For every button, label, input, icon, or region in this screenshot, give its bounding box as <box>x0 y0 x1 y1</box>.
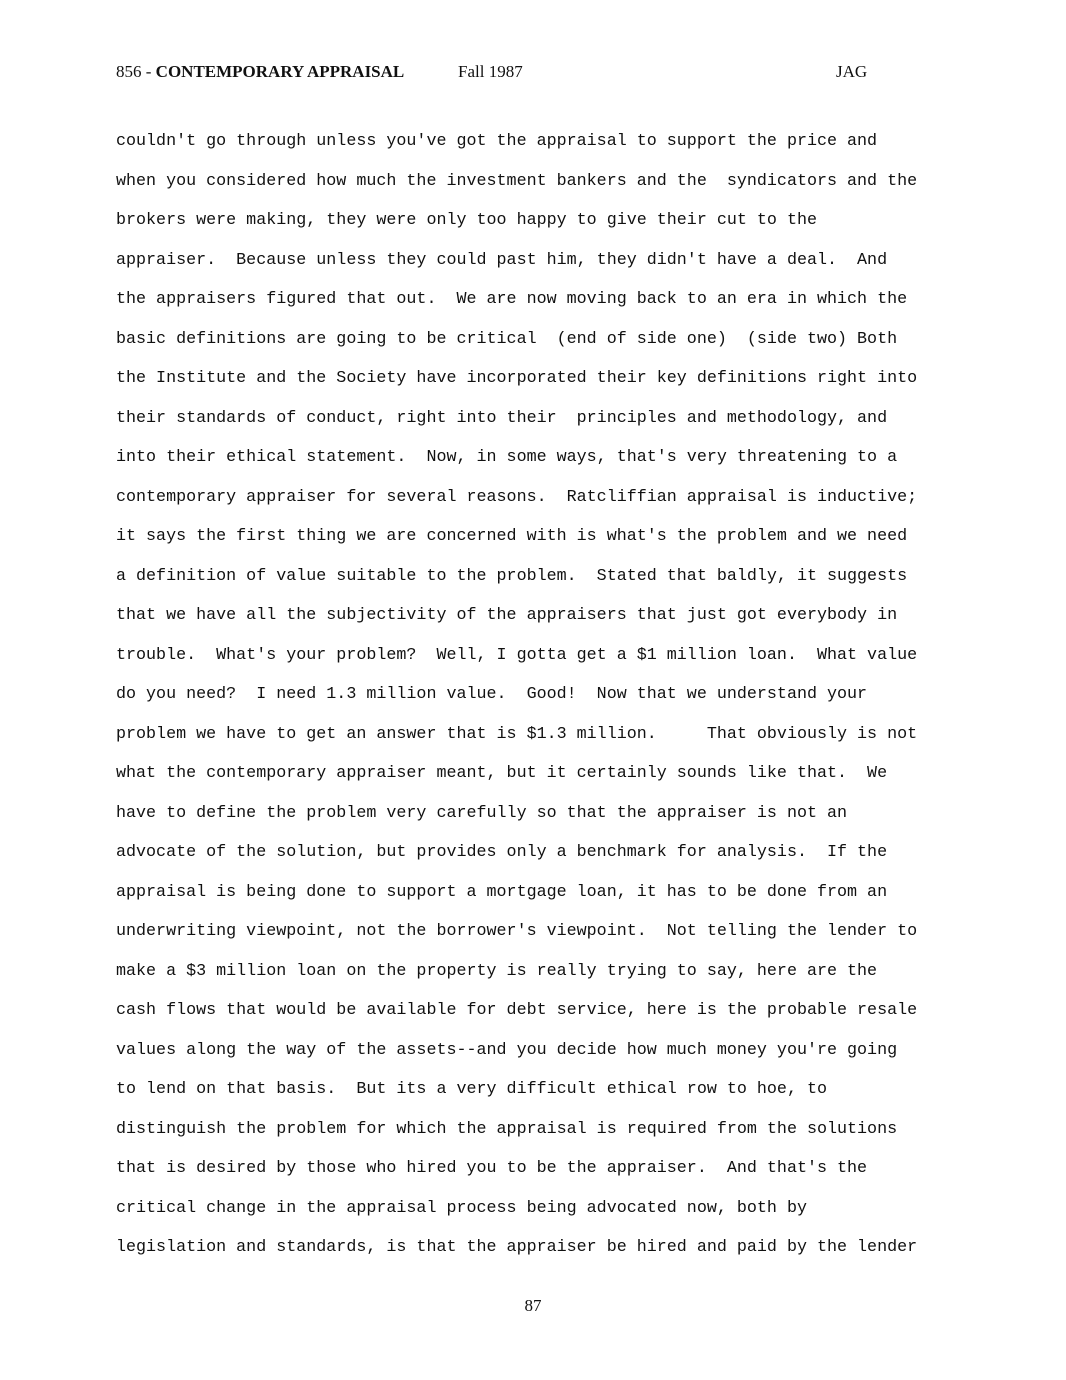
text-line: have to define the problem very carefully so that the appraiser is not an <box>116 803 848 823</box>
transcript-body <box>116 122 1016 1268</box>
term-label: Fall 1987 <box>458 62 523 81</box>
text-line: trouble. What's your problem? Well, I gotta get a $1 million loan. What value <box>116 645 918 665</box>
text-line: it says the first thing we are concerned with is what's the problem and we need <box>116 527 908 546</box>
author-initials: JAG <box>836 62 868 81</box>
text-line: problem we have to get an answer that is $1.3 million. That obviously is not <box>116 724 918 744</box>
text-line: that we have all the subjectivity of the appraisers that just got everybody in <box>116 606 898 625</box>
text-line: values along the way of the assets--and you decide how much money you're going <box>116 1040 898 1060</box>
text-line: do you need? I need 1.3 million value. Good! Now that we understand your <box>116 685 868 704</box>
text-line: make a $3 million loan on the property is really trying to say, here are the <box>116 961 878 981</box>
text-line: appraisal is being done to support a mortgage loan, it has to be done from an <box>116 882 888 902</box>
text-line: appraiser. Because unless they could past him, they didn't have a deal. And <box>116 250 888 270</box>
text-line: into their ethical statement. Now, in some ways, that's very threatening to a <box>116 448 898 467</box>
text-line: that is desired by those who hired you to be the appraiser. And that's the <box>116 1159 868 1178</box>
text-line: when you considered how much the investment bankers and the syndicators and the <box>116 171 918 191</box>
course-title: CONTEMPORARY APPRAISAL <box>155 62 405 81</box>
page-number: 87 <box>524 1296 542 1315</box>
text-line: brokers were making, they were only too happy to give their cut to the <box>116 211 817 230</box>
text-line: to lend on that basis. But its a very difficult ethical row to hoe, to <box>116 1080 828 1099</box>
text-line: critical change in the appraisal process being advocated now, both by <box>116 1198 807 1218</box>
text-line: cash flows that would be available for debt service, here is the probable resale <box>116 1001 918 1020</box>
text-line: distinguish the problem for which the appraisal is required from the solutions <box>116 1119 898 1139</box>
course-heading <box>116 62 404 82</box>
text-line: underwriting viewpoint, not the borrower's viewpoint. Not telling the lender to <box>116 922 918 941</box>
course-number: 856 - <box>116 62 156 81</box>
text-line: couldn't go through unless you've got the appraisal to support the price and <box>116 132 878 151</box>
text-line: contemporary appraiser for several reasons. Ratcliffian appraisal is inductive; <box>116 487 918 507</box>
text-line: basic definitions are going to be critical (end of side one) (side two) Both <box>116 329 898 349</box>
text-line: legislation and standards, is that the appraiser be hired and paid by the lender <box>116 1238 918 1257</box>
text-line: advocate of the solution, but provides only a benchmark for analysis. If the <box>116 843 888 862</box>
text-line: their standards of conduct, right into their principles and methodology, and <box>116 408 888 428</box>
page-header <box>0 62 1066 86</box>
text-line: the Institute and the Society have incorporated their key definitions right into <box>116 369 918 388</box>
text-line: the appraisers figured that out. We are now moving back to an era in which the <box>116 290 908 309</box>
text-line: a definition of value suitable to the problem. Stated that baldly, it suggests <box>116 566 908 586</box>
text-line: what the contemporary appraiser meant, but it certainly sounds like that. We <box>116 764 888 783</box>
